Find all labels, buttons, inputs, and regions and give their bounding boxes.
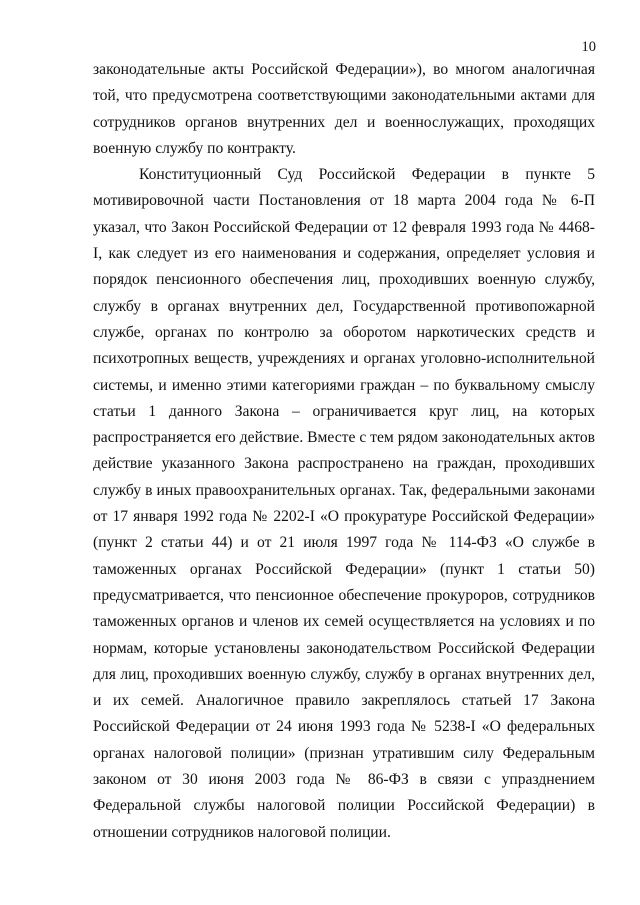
document-body	[93, 57, 595, 846]
paragraph-continuation: законодательные акты Российской Федерации»), во многом аналогичная той, что предусмотрена соответствующими законодательными актами для сотрудников органов внутренних дел и военнослужащих, проходящих военную службу по контракту.	[93, 61, 595, 157]
paragraph-constitutional-court: Конституционный Суд Российской Федерации в пункте 5 мотивировочной части Постановления от 18 марта 2004 года № 6-П указал, что Закон Российской Федерации от 12 февраля 1993 года № 4468-I, как следует из его наименования и содержания, определяет условия и порядок пенсионного обеспечения лиц, проходивших военную службу, службу в органах внутренних дел, Государственной противопожарной службе, органах по контролю за оборотом наркотических средств и психотропных веществ, учреждениях и органах уголовно-исполнительной системы, и именно этими категориями граждан – по буквальному смыслу статьи 1 данного Закона – ограничивается круг лиц, на которых распространяется его действие. Вместе с тем рядом законодательных актов действие указанного Закона распространено на граждан, проходивших службу в иных правоохранительных органах. Так, федеральными законами от 17 января 1992 года № 2202-I «О прокуратуре Российской Федерации» (пункт 2 статьи 44) и от 21 июля 1997 года № 114-ФЗ «О службе в таможенных органах Российской Федерации» (пункт 1 статьи 50) предусматривается, что пенсионное обеспечение прокуроров, сотрудников таможенных органов и членов их семей осуществляется на условиях и по нормам, которые установлены законодательством Российской Федерации для лиц, проходивших военную службу, службу в органах внутренних дел, и их семей. Аналогичное правило закреплялось статьей 17 Закона Российской Федерации от 24 июня 1993 года № 5238-I «О федеральных органах налоговой полиции» (признан утратившим силу Федеральным законом от 30 июня 2003 года № 86-ФЗ в связи с упразднением Федеральной службы налоговой полиции Российской Федерации) в отношении сотрудников налоговой полиции.	[93, 166, 595, 841]
page-number: 10	[581, 39, 596, 55]
